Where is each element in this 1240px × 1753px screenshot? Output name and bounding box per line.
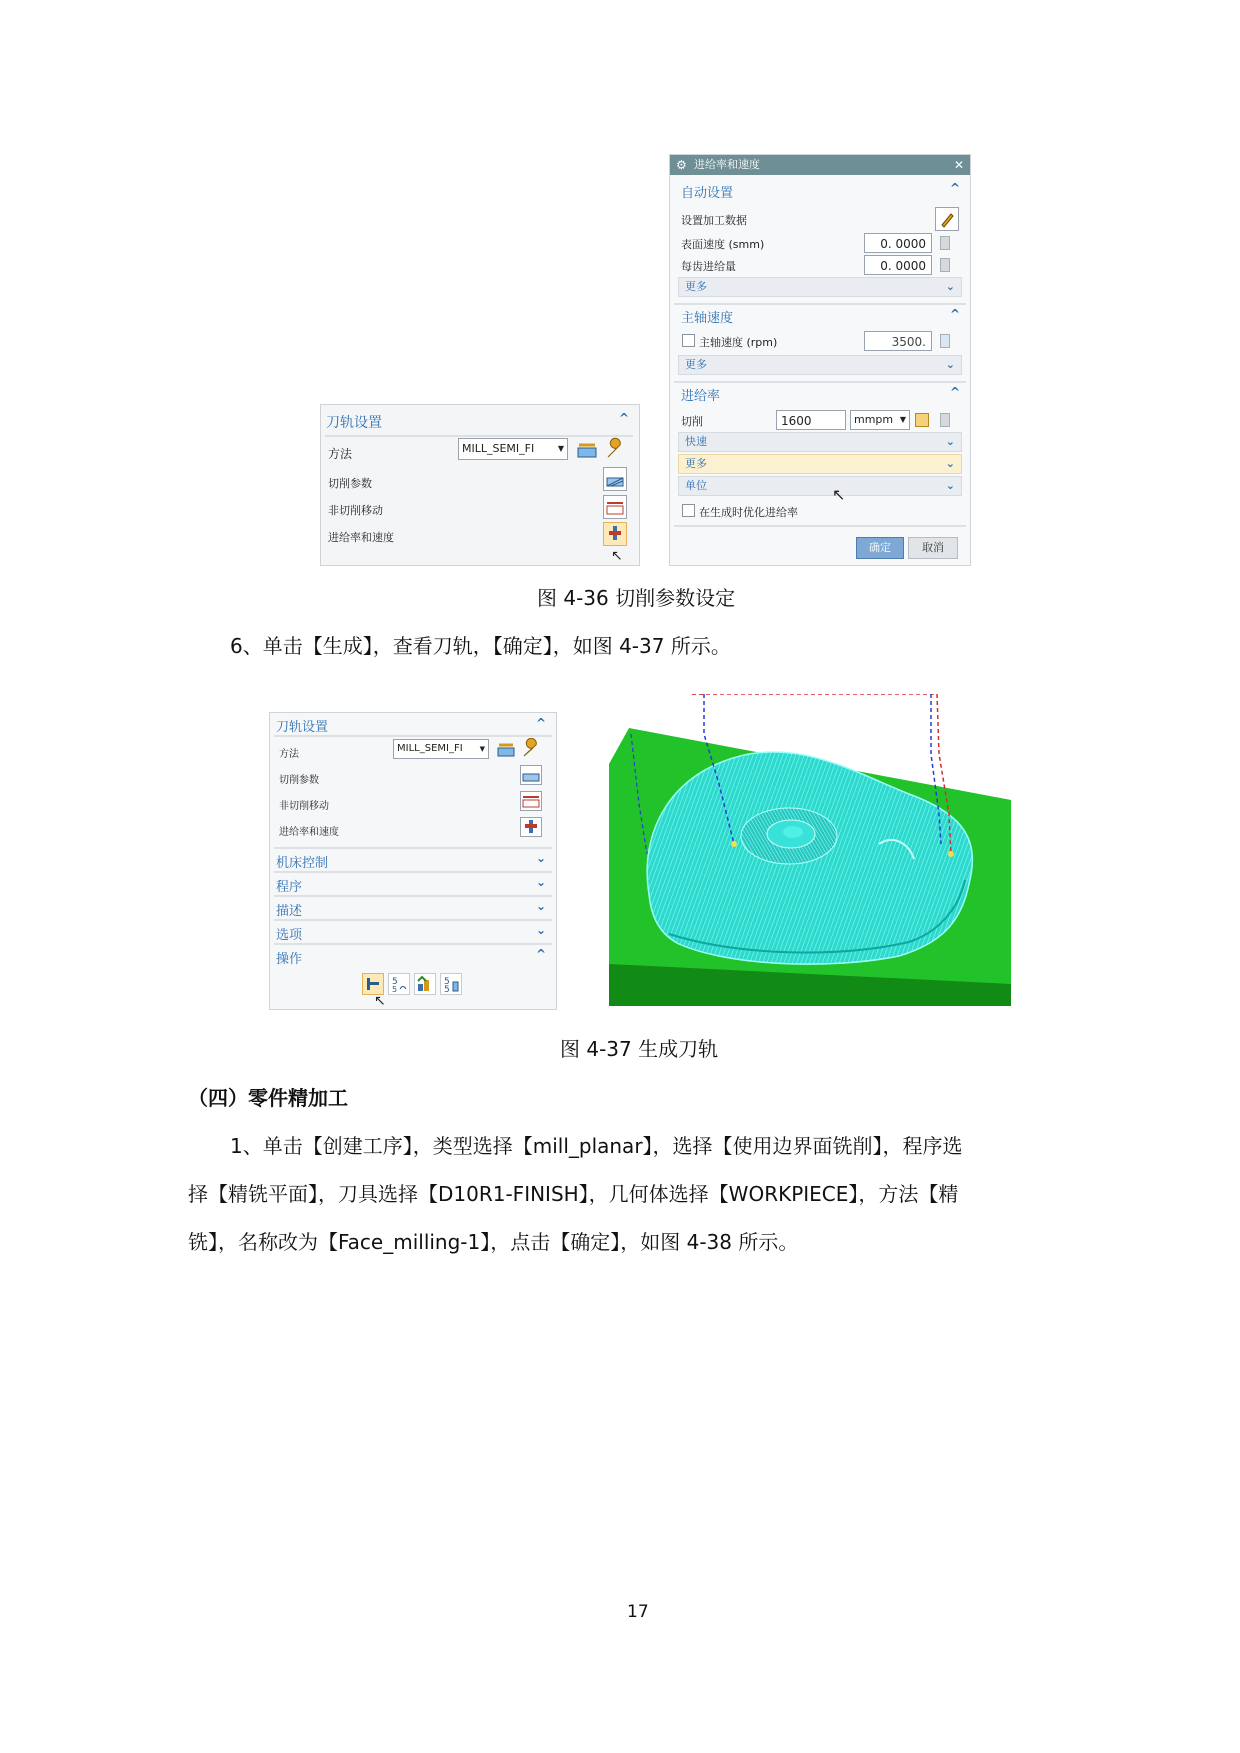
svg-text:5: 5 bbox=[392, 985, 398, 994]
dropdown-arrow-icon: ▼ bbox=[479, 745, 485, 753]
generate-icon[interactable] bbox=[362, 973, 384, 995]
svg-text:5: 5 bbox=[444, 985, 450, 994]
chevron-down-icon: ⌄ bbox=[945, 435, 955, 448]
method-select[interactable]: MILL_SEMI_FI ▼ bbox=[458, 438, 568, 460]
chevron-up-icon[interactable]: ^ bbox=[950, 385, 961, 399]
chevron-down-icon[interactable]: ⌄ bbox=[536, 923, 547, 937]
set-machining-data-label: 设置加工数据 bbox=[681, 214, 747, 227]
chevron-down-icon: ⌄ bbox=[945, 280, 955, 293]
cursor-icon: ↖ bbox=[611, 548, 623, 564]
feed-speed-label: 进给率和速度 bbox=[279, 827, 339, 838]
chevron-down-icon: ⌄ bbox=[945, 358, 955, 371]
page-number: 17 bbox=[627, 1602, 649, 1622]
settings-icon: ⚙ bbox=[676, 158, 687, 172]
surface-speed-input[interactable]: 0. 0000 bbox=[864, 233, 932, 253]
auto-more-row[interactable]: 更多 ⌄ bbox=[678, 277, 962, 297]
spindle-more-row[interactable]: 更多 ⌄ bbox=[678, 355, 962, 375]
toolpath-settings-panel-2 bbox=[269, 712, 557, 1010]
pencil-icon[interactable] bbox=[935, 207, 959, 231]
wrench-icon[interactable] bbox=[603, 437, 627, 461]
surface-speed-label: 表面速度 (smm) bbox=[681, 238, 765, 251]
spindle-speed-input[interactable]: 3500. bbox=[864, 331, 932, 351]
non-cut-icon[interactable] bbox=[603, 495, 627, 519]
chevron-down-icon[interactable]: ⌄ bbox=[536, 899, 547, 913]
spindle-speed-title[interactable]: 主轴速度 bbox=[681, 311, 734, 326]
auto-settings-title[interactable]: 自动设置 bbox=[681, 186, 734, 201]
feed-more-row[interactable]: 更多 ⌄ bbox=[678, 454, 962, 474]
chevron-up-icon[interactable]: ^ bbox=[619, 411, 630, 425]
non-cut-moves-label: 非切削移动 bbox=[328, 504, 383, 517]
dropdown-arrow-icon: ▼ bbox=[557, 444, 564, 453]
description-title[interactable]: 描述 bbox=[276, 904, 303, 919]
toolpath-settings-title[interactable]: 刀轨设置 bbox=[276, 720, 329, 735]
cursor-icon: ↖ bbox=[832, 485, 846, 504]
chevron-down-icon[interactable]: ⌄ bbox=[536, 851, 547, 865]
non-cut-moves-label: 非切削移动 bbox=[279, 801, 329, 812]
optimize-feed-checkbox[interactable] bbox=[682, 504, 695, 517]
calculator-icon[interactable] bbox=[940, 236, 950, 250]
chevron-down-icon[interactable]: ⌄ bbox=[536, 875, 547, 889]
feed-per-tooth-label: 每齿进给量 bbox=[681, 260, 736, 273]
feed-per-tooth-input[interactable]: 0. 0000 bbox=[864, 255, 932, 275]
calculator-icon[interactable] bbox=[940, 334, 950, 348]
options-title[interactable]: 选项 bbox=[276, 928, 303, 943]
chevron-down-icon: ⌄ bbox=[945, 457, 955, 470]
optimize-feed-label: 在生成时优化进给率 bbox=[699, 506, 798, 519]
actions-title[interactable]: 操作 bbox=[276, 952, 303, 967]
non-cut-icon[interactable] bbox=[520, 791, 542, 811]
cut-params-label: 切削参数 bbox=[279, 775, 319, 786]
method-select[interactable]: MILL_SEMI_FI ▼ bbox=[393, 739, 489, 759]
wrench-icon[interactable] bbox=[520, 738, 542, 760]
spindle-speed-label: 主轴速度 (rpm) bbox=[699, 336, 778, 349]
feed-rates-title[interactable]: 进给率 bbox=[681, 389, 721, 404]
chevron-up-icon[interactable]: ^ bbox=[536, 947, 547, 961]
paragraph-line-3: 铣】，名称改为【Face_milling-1】，点击【确定】，如图 4-38 所示。 bbox=[188, 1230, 799, 1254]
calculator-icon[interactable] bbox=[940, 258, 950, 272]
toolpath-3d-viewport[interactable] bbox=[609, 694, 1013, 1006]
cancel-button[interactable]: 取消 bbox=[908, 537, 958, 559]
cut-feed-unit-select[interactable]: mmpm ▼ bbox=[850, 410, 910, 430]
paragraph-line-2: 择【精铣平面】，刀具选择【D10R1-FINISH】，几何体选择【WORKPIECE】，方法【精 bbox=[188, 1182, 959, 1206]
units-row[interactable]: 单位 ⌄ bbox=[678, 476, 962, 496]
list-icon[interactable] bbox=[440, 973, 462, 995]
cut-feed-input[interactable]: 1600 bbox=[776, 410, 846, 430]
lock-icon[interactable] bbox=[915, 413, 929, 427]
verify-icon[interactable] bbox=[414, 973, 436, 995]
chevron-up-icon[interactable]: ^ bbox=[950, 181, 961, 195]
toolpath-settings-panel bbox=[320, 404, 640, 566]
machine-control-title[interactable]: 机床控制 bbox=[276, 856, 329, 871]
figure-caption-4-37: 图 4-37 生成刀轨 bbox=[560, 1037, 719, 1061]
method-new-icon[interactable] bbox=[575, 437, 599, 461]
method-label: 方法 bbox=[328, 447, 353, 461]
dropdown-arrow-icon: ▼ bbox=[899, 415, 906, 424]
dialog-title-bar[interactable] bbox=[670, 155, 970, 175]
svg-text:5: 5 bbox=[392, 977, 398, 987]
feed-speed-icon[interactable] bbox=[603, 522, 627, 546]
program-title[interactable]: 程序 bbox=[276, 880, 303, 895]
cut-params-icon[interactable] bbox=[520, 765, 542, 785]
ok-button[interactable]: 确定 bbox=[856, 537, 904, 559]
method-new-icon[interactable] bbox=[495, 738, 517, 760]
feed-speed-label: 进给率和速度 bbox=[328, 531, 394, 544]
step-6-paragraph: 6、单击【生成】，查看刀轨，【确定】，如图 4-37 所示。 bbox=[230, 634, 731, 658]
section-heading: （四）零件精加工 bbox=[188, 1086, 348, 1110]
cut-params-label: 切削参数 bbox=[328, 477, 372, 490]
svg-text:5: 5 bbox=[444, 977, 450, 987]
replay-icon[interactable] bbox=[388, 973, 410, 995]
toolpath-settings-title[interactable]: 刀轨设置 bbox=[326, 415, 382, 431]
dialog-title: 进给率和速度 bbox=[694, 158, 760, 171]
cut-params-icon[interactable] bbox=[603, 467, 627, 491]
chevron-up-icon[interactable]: ^ bbox=[536, 716, 547, 730]
spindle-checkbox[interactable] bbox=[682, 334, 695, 347]
chevron-up-icon[interactable]: ^ bbox=[950, 307, 961, 321]
rapid-row[interactable]: 快速 ⌄ bbox=[678, 432, 962, 452]
figure-caption-4-36: 图 4-36 切削参数设定 bbox=[537, 586, 736, 610]
chevron-down-icon: ⌄ bbox=[945, 479, 955, 492]
feed-speed-icon[interactable] bbox=[520, 817, 542, 837]
paragraph-line-1: 1、单击【创建工序】，类型选择【mill_planar】，选择【使用边界面铣削】，程序选 bbox=[230, 1134, 963, 1158]
calculator-icon[interactable] bbox=[940, 413, 950, 427]
close-icon[interactable]: ✕ bbox=[953, 158, 964, 172]
cursor-icon: ↖ bbox=[374, 993, 386, 1009]
cut-feed-label: 切削 bbox=[681, 415, 703, 428]
method-label: 方法 bbox=[279, 749, 299, 760]
feeds-speeds-dialog bbox=[669, 154, 971, 566]
